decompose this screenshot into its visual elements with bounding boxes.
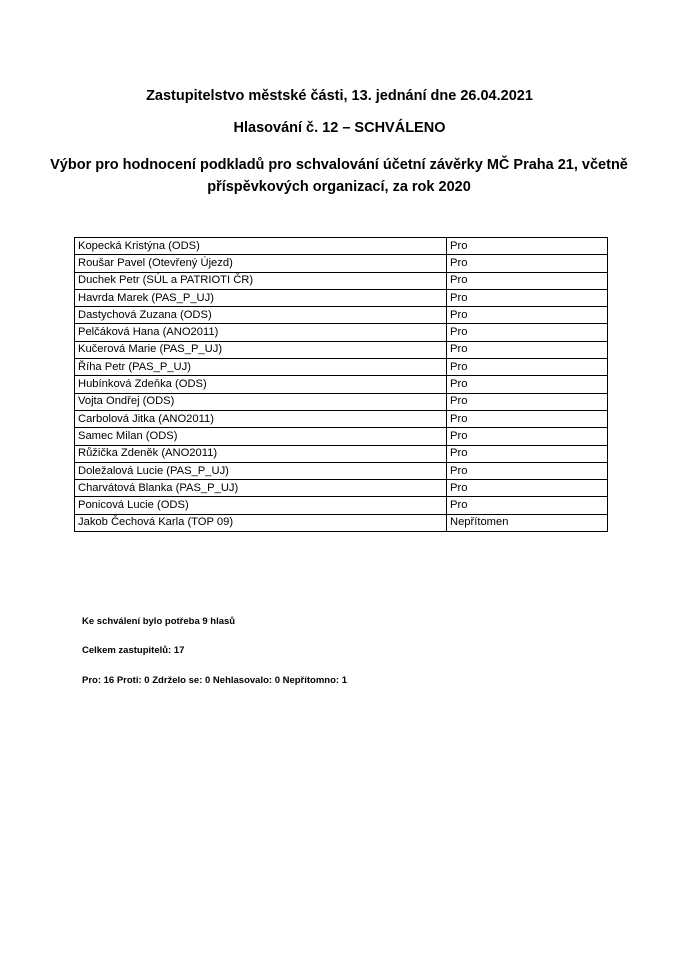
table-row (75, 428, 608, 445)
total-members: Celkem zastupitelů: 17 (82, 645, 185, 656)
vote-result: Pro (447, 497, 608, 514)
member-name: Hubínková Zdeňka (ODS) (75, 376, 447, 393)
vote-result: Pro (447, 410, 608, 427)
table-row (75, 445, 608, 462)
member-name: Duchek Petr (SÚL a PATRIOTI ČR) (75, 272, 447, 289)
member-name: Říha Petr (PAS_P_UJ) (75, 359, 447, 376)
vote-result: Pro (447, 428, 608, 445)
table-row (75, 238, 608, 255)
member-name: Pelčáková Hana (ANO2011) (75, 324, 447, 341)
vote-result: Pro (447, 255, 608, 272)
vote-result: Nepřítomen (447, 514, 608, 531)
vote-result: Pro (447, 445, 608, 462)
table-row (75, 480, 608, 497)
member-name: Dastychová Zuzana (ODS) (75, 307, 447, 324)
table-row (75, 462, 608, 479)
document-title: Zastupitelstvo městské části, 13. jednání dne 26.04.2021 (146, 88, 533, 104)
vote-table (74, 237, 608, 532)
vote-result: Pro (447, 341, 608, 358)
vote-result: Pro (447, 238, 608, 255)
table-row (75, 324, 608, 341)
member-name: Charvátová Blanka (PAS_P_UJ) (75, 480, 447, 497)
vote-subject: Výbor pro hodnocení podkladů pro schvalování účetní závěrky MČ Praha 21, včetně příspěvkových organizací, za rok 2020 (50, 157, 628, 195)
member-name: Samec Milan (ODS) (75, 428, 447, 445)
table-row (75, 307, 608, 324)
member-name: Havrda Marek (PAS_P_UJ) (75, 289, 447, 306)
vote-table-body (75, 238, 608, 532)
member-name: Carbolová Jitka (ANO2011) (75, 410, 447, 427)
vote-counts: Pro: 16 Proti: 0 Zdrželo se: 0 Nehlasovalo: 0 Nepřítomno: 1 (82, 675, 348, 686)
table-row (75, 341, 608, 358)
vote-result: Pro (447, 480, 608, 497)
member-name: Růžička Zdeněk (ANO2011) (75, 445, 447, 462)
member-name: Ponicová Lucie (ODS) (75, 497, 447, 514)
table-row (75, 514, 608, 531)
member-name: Jakob Čechová Karla (TOP 09) (75, 514, 447, 531)
vote-result: Pro (447, 289, 608, 306)
member-name: Doležalová Lucie (PAS_P_UJ) (75, 462, 447, 479)
vote-result: Pro (447, 324, 608, 341)
member-name: Kopecká Kristýna (ODS) (75, 238, 447, 255)
vote-result: Pro (447, 272, 608, 289)
table-row (75, 289, 608, 306)
member-name: Vojta Ondřej (ODS) (75, 393, 447, 410)
table-row (75, 255, 608, 272)
vote-title: Hlasování č. 12 – SCHVÁLENO (233, 120, 446, 136)
vote-result: Pro (447, 393, 608, 410)
votes-needed: Ke schválení bylo potřeba 9 hlasů (82, 616, 236, 627)
table-row (75, 359, 608, 376)
member-name: Kučerová Marie (PAS_P_UJ) (75, 341, 447, 358)
member-name: Roušar Pavel (Otevřený Újezd) (75, 255, 447, 272)
table-row (75, 376, 608, 393)
table-row (75, 393, 608, 410)
table-row (75, 410, 608, 427)
table-row (75, 272, 608, 289)
vote-result: Pro (447, 359, 608, 376)
vote-result: Pro (447, 307, 608, 324)
vote-result: Pro (447, 376, 608, 393)
vote-result: Pro (447, 462, 608, 479)
table-row (75, 497, 608, 514)
